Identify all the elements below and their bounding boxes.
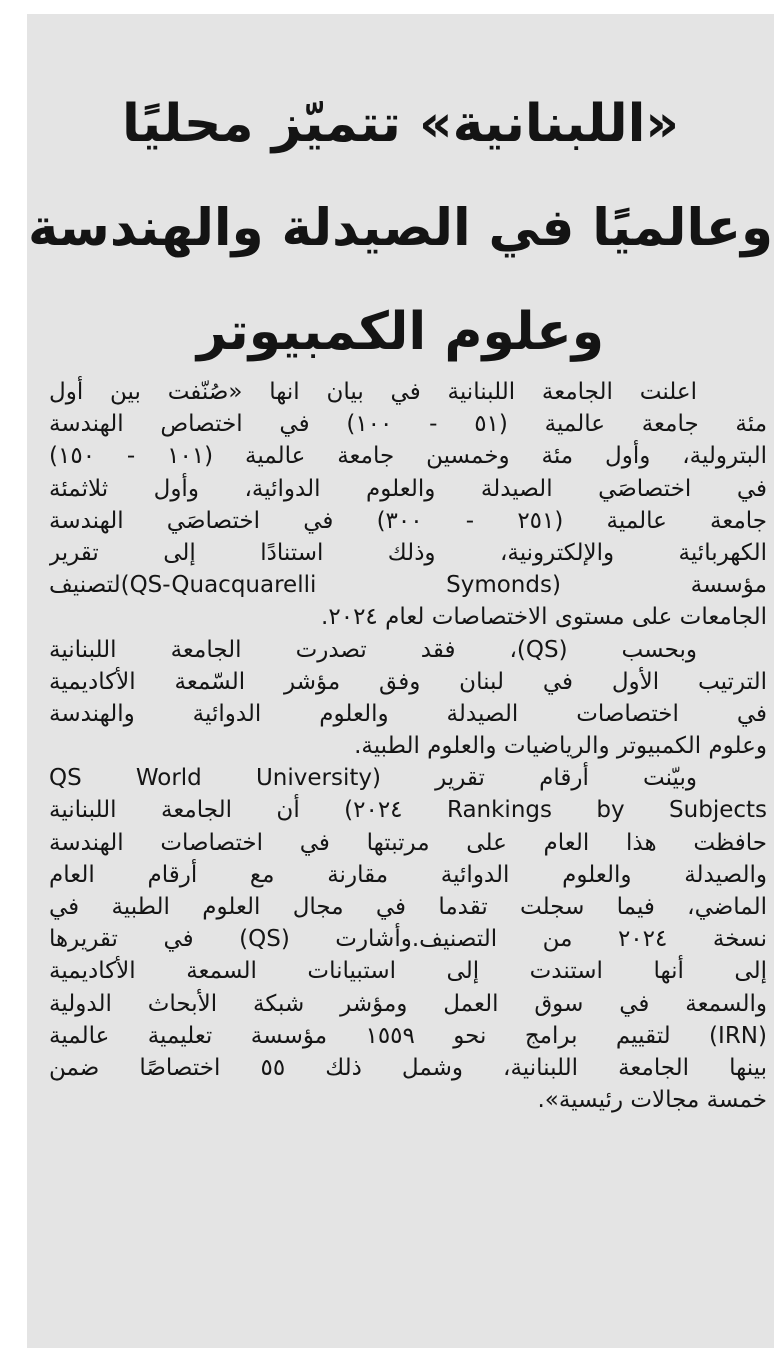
body-line: الماضي، فيما سجلت تقدما في مجال العلوم الطبية في [49,894,767,920]
article-headline [27,72,774,384]
body-line: جامعة عالمية (٢٥١ - ٣٠٠) في اختصاصَي الهندسة [49,507,767,534]
body-line: نسخة ٢٠٢٤ من التصنيف.وأشارت (QS) في تقريرها [49,926,767,953]
body-line: مئة جامعة عالمية (٥١ - ١٠٠) في اختصاص الهندسة [49,411,767,438]
body-line: حافظت هذا العام على مرتبتها في اختصاصات الهندسة [49,829,767,856]
headline-line: «اللبنانية» تتميّز محليًا [121,94,680,154]
body-line: (IRN) لتقييم برامج نحو ١٥٥٩ مؤسسة تعليمية عالمية [49,1022,767,1049]
body-line: الترتيب الأول في لبنان وفق مؤشر السّمعة الأكاديمية [49,668,767,695]
body-line: خمسة مجالات رئيسية». [537,1087,767,1114]
article-body [49,376,767,1116]
body-line: الكهربائية والإلكترونية، وذلك استنادًا إلى تقرير [49,539,767,566]
body-line: البترولية، وأول مئة وخمسين جامعة عالمية (١٠١ - ١٥٠) [49,443,767,470]
body-line: الجامعات على مستوى الاختصاصات لعام ٢٠٢٤. [321,604,767,631]
body-line: اعلنت الجامعة اللبنانية في بيان انها «صُنّفت بين أول [49,379,697,405]
body-line: مؤسسة (QS-Quacquarelli Symonds)لتصنيف [49,572,767,599]
body-line: بينها الجامعة اللبنانية، وشمل ذلك ٥٥ اختصاصًا ضمن [49,1054,767,1081]
article-panel [27,14,774,1348]
body-line: وبحسب (QS)، فقد تصدرت الجامعة اللبنانية [49,636,697,663]
body-line: إلى أنها استندت إلى استبيانات السمعة الأكاديمية [49,958,767,985]
body-line: Rankings by Subjects ٢٠٢٤) أن الجامعة اللبنانية [49,797,767,824]
headline-line: وعلوم الكمبيوتر [196,302,605,362]
body-line: في اختصاصَي الصيدلة والعلوم الدوائية، وأول ثلاثمئة [49,475,767,502]
headline-line: وعالميًا في الصيدلة والهندسة [27,198,774,258]
body-line: والسمعة في سوق العمل ومؤشر شبكة الأبحاث الدولية [49,990,767,1017]
body-line: وعلوم الكمبيوتر والرياضيات والعلوم الطبية. [354,733,767,760]
body-line: والصيدلة والعلوم الدوائية مقارنة مع أرقام العام [49,861,767,888]
body-line: وبيّنت أرقام تقرير (QS World University [49,765,697,792]
body-line: في اختصاصات الصيدلة والعلوم الدوائية والهندسة [49,700,767,727]
